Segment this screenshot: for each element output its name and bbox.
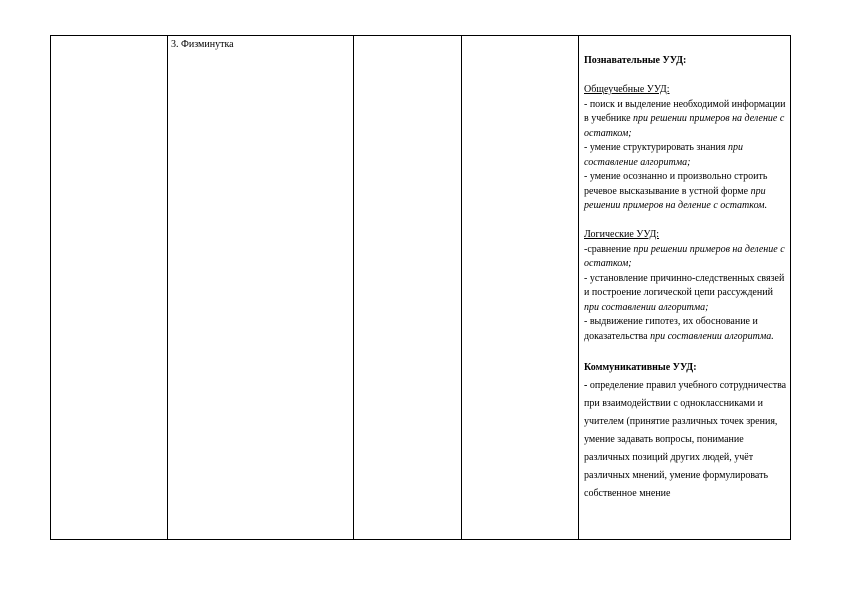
logic-item: - установление причинно-следственных связей и построение логической цепи рассуждений при составлении алгоритма;	[584, 272, 785, 313]
logic-item: - выдвижение гипотез, их обоснование и доказательства при составлении алгоритма.	[584, 316, 774, 342]
column-divider-1	[167, 36, 168, 539]
uud-cell	[584, 54, 789, 503]
stage-title: 3. Физминутка	[171, 39, 234, 50]
comm-heading: Коммуникативные УУД:	[584, 361, 697, 373]
general-heading: Общеучебные УУД:	[584, 84, 670, 95]
general-item: - умение осознанно и произвольно строить речевое высказывание в устной форме при решении примеров на деление с остатком.	[584, 171, 768, 211]
general-item: - поиск и выделение необходимой информации в учебнике при решении примеров на деление с остатком;	[584, 98, 786, 139]
logic-heading: Логические УУД:	[584, 229, 660, 240]
general-item: - умение структурировать знания при составление алгоритма;	[584, 142, 743, 168]
cognitive-heading: Познавательные УУД:	[584, 55, 687, 66]
column-divider-3	[461, 36, 462, 539]
column-divider-2	[353, 36, 354, 539]
logic-item: -сравнение при решении примеров на деление с остатком;	[584, 243, 785, 269]
comm-text: - определение правил учебного сотрудничества при взаимодействии с одноклассниками и учителем (принятие различных точек зрения, умение задавать вопросы, понимание различных позиций других людей, учёт различных мнений, умение формулировать собственное мнение	[584, 379, 787, 499]
column-divider-4	[578, 36, 579, 539]
lesson-table	[50, 35, 791, 540]
